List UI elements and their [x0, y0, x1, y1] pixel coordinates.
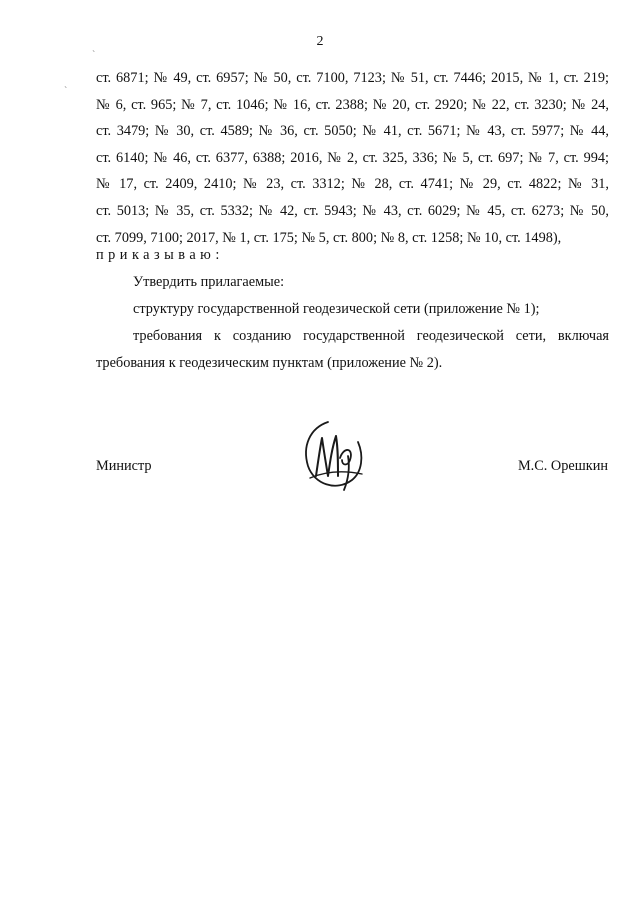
signatory-title: Министр [96, 458, 152, 474]
text-line: ст. 5013; № 35, ст. 5332; № 42, ст. 5943; № 43, ст. 6029; № 45, ст. 6273; № 50, [96, 202, 609, 219]
approved-item-requirements-line2: требования к геодезическим пунктам (приложение № 2). [96, 355, 443, 371]
handwritten-signature [298, 418, 368, 494]
page-number: 2 [316, 34, 324, 49]
signatory-name: М.С. Орешкин [517, 458, 608, 474]
approve-intro: Утвердить прилагаемые: [133, 274, 285, 290]
approved-item-structure: структуру государственной геодезической сети (приложение № 1); [133, 301, 540, 317]
text-line: ст. 7099, 7100; 2017, № 1, ст. 175; № 5, ст. 800; № 8, ст. 1258; № 10, ст. 1498), [96, 229, 562, 246]
scan-speck: ˋ [64, 86, 68, 97]
text-line: ст. 6871; № 49, ст. 6957; № 50, ст. 7100, 7123; № 51, ст. 7446; 2015, № 1, ст. 219; [96, 70, 609, 86]
text-line: ст. 6140; № 46, ст. 6377, 6388; 2016, № 2, ст. 325, 336; № 5, ст. 697; № 7, ст. 994; [96, 149, 609, 166]
approved-item-requirements-line1: требования к созданию государственной геодезической сети, включая [133, 328, 609, 344]
text-line: № 6, ст. 965; № 7, ст. 1046; № 16, ст. 2388; № 20, ст. 2920; № 22, ст. 3230; № 24, [96, 96, 609, 113]
citation-paragraph [96, 65, 609, 251]
text-line: ст. 3479; № 30, ст. 4589; № 36, ст. 5050; № 41, ст. 5671; № 43, ст. 5977; № 44, [96, 123, 609, 140]
text-line: № 17, ст. 2409, 2410; № 23, ст. 3312; № 28, ст. 4741; № 29, ст. 4822; № 31, [96, 176, 609, 193]
scan-speck: ˋ [92, 50, 96, 61]
order-word: приказываю: [96, 247, 224, 263]
